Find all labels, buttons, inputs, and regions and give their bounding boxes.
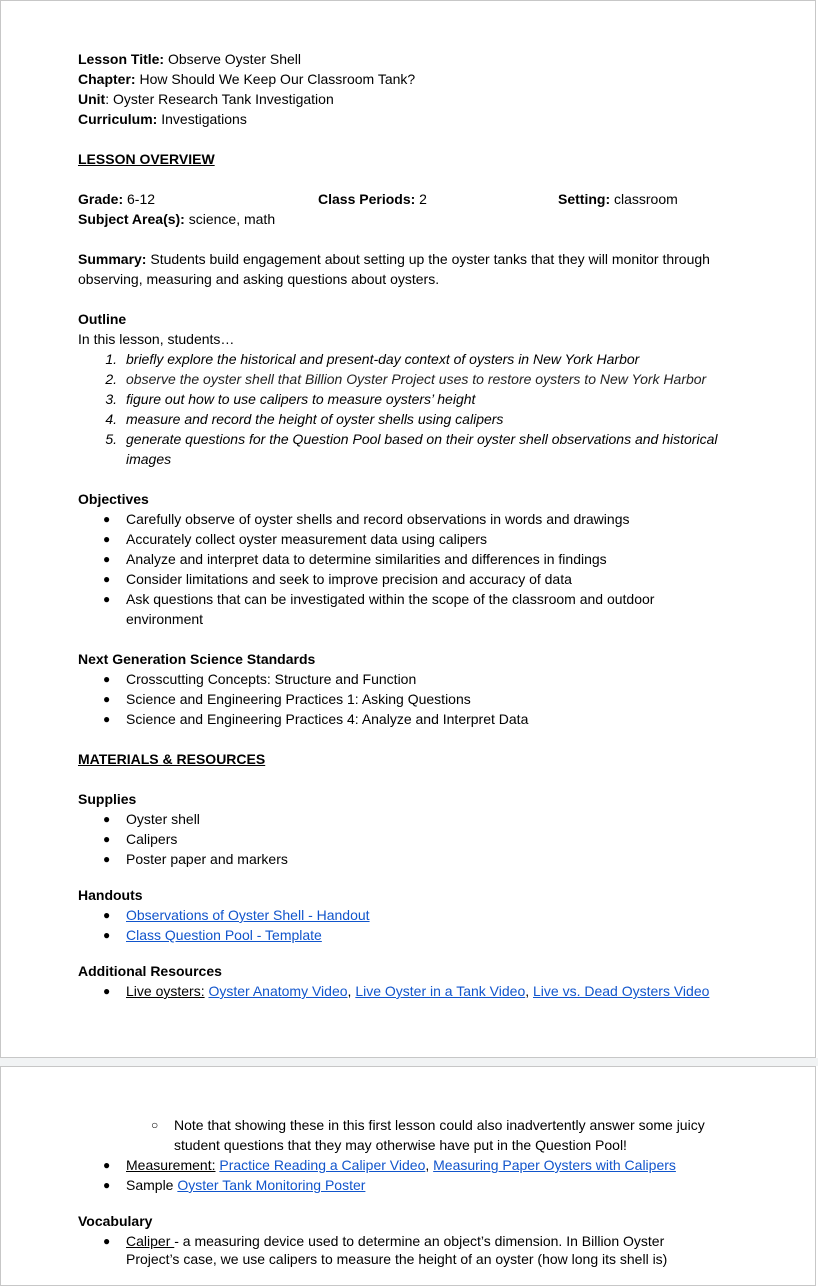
handouts-heading: Handouts — [78, 887, 143, 903]
outline-item: generate questions for the Question Pool based on their oyster shell observations and historical — [126, 431, 718, 447]
live-oysters-item — [126, 981, 709, 1001]
outline-number: 2. — [105, 371, 117, 387]
grade-label: Grade: — [78, 191, 124, 207]
bullet-icon: ● — [103, 928, 111, 942]
practice-caliper-video-link[interactable]: Practice Reading a Caliper Video — [219, 1157, 426, 1173]
vocabulary-heading: Vocabulary — [78, 1213, 153, 1229]
page-gap — [0, 1058, 818, 1066]
unit: : Oyster Research Tank Investigation — [105, 91, 334, 107]
class-periods-field — [318, 189, 427, 209]
ngss-heading: Next Generation Science Standards — [78, 651, 316, 667]
outline-number: 3. — [105, 391, 117, 407]
measuring-paper-oysters-link[interactable]: Measuring Paper Oysters with Calipers — [433, 1157, 676, 1173]
oyster-tank-poster-link[interactable]: Oyster Tank Monitoring Poster — [177, 1177, 366, 1193]
lesson-title: Observe Oyster Shell — [167, 51, 302, 67]
comma: , — [347, 983, 352, 999]
outline-item: briefly explore the historical and present-day context of oysters in New York Harbor — [126, 351, 640, 367]
setting-value: classroom — [614, 191, 678, 207]
subject-label: Subject Area(s): — [78, 211, 185, 227]
chapter-line — [78, 69, 415, 89]
bullet-icon: ● — [103, 812, 111, 826]
lesson-overview-heading: LESSON OVERVIEW — [78, 151, 215, 167]
outline-number: 4. — [105, 411, 117, 427]
unit-line — [78, 89, 334, 109]
outline-heading: Outline — [78, 311, 127, 327]
subject-field — [78, 209, 275, 229]
bullet-icon: ● — [103, 552, 111, 566]
oyster-anatomy-video-link[interactable]: Oyster Anatomy Video — [208, 983, 348, 999]
summary-text-2: observing, measuring and asking questions about oysters. — [78, 271, 440, 287]
bullet-icon: ● — [103, 672, 111, 686]
ngss-item: Science and Engineering Practices 1: Asking Questions — [126, 691, 471, 707]
comma: , — [425, 1157, 430, 1173]
setting-field — [558, 189, 678, 209]
bullet-icon: ● — [103, 692, 111, 706]
outline-item: figure out how to use calipers to measure oysters’ height — [126, 391, 476, 407]
outline-intro: In this lesson, students… — [78, 331, 235, 347]
bullet-icon: ● — [103, 712, 111, 726]
objective-item: Analyze and interpret data to determine similarities and differences in findings — [126, 551, 607, 567]
outline-item: observe the oyster shell that Billion Oyster Project uses to restore oysters to New York Harbor — [126, 371, 707, 387]
class-periods-label: Class Periods: — [318, 191, 416, 207]
chapter-label: Chapter: — [78, 71, 136, 87]
live-oysters-label: Live oysters: — [126, 983, 205, 999]
bullet-icon: ● — [103, 1234, 111, 1248]
handout-link-question-pool[interactable]: Class Question Pool - Template — [126, 927, 322, 943]
document-page-2 — [0, 1066, 816, 1286]
vocab-def-2: Project’s case, we use calipers to measure the height of an oyster (how long its shell is) — [126, 1251, 668, 1267]
grade-field — [78, 189, 155, 209]
objective-item: Ask questions that can be investigated within the scope of the classroom and outdoor — [126, 591, 655, 607]
objective-item: Carefully observe of oyster shells and record observations in words and drawings — [126, 511, 630, 527]
unit-label: Unit — [78, 91, 106, 107]
bullet-icon: ● — [103, 908, 111, 922]
note-text-2: student questions that they may otherwise have put in the Question Pool! — [174, 1137, 627, 1153]
materials-heading: MATERIALS & RESOURCES — [78, 751, 266, 767]
supply-item: Oyster shell — [126, 811, 200, 827]
vocab-term: Caliper — [126, 1233, 175, 1249]
objective-item: Accurately collect oyster measurement data using calipers — [126, 531, 488, 547]
supply-item: Poster paper and markers — [126, 851, 288, 867]
summary-label: Summary: — [78, 251, 147, 267]
supply-item: Calipers — [126, 831, 178, 847]
bullet-icon: ● — [103, 572, 111, 586]
setting-label: Setting: — [558, 191, 611, 207]
additional-resources-heading: Additional Resources — [78, 963, 222, 979]
objectives-heading: Objectives — [78, 491, 149, 507]
live-vs-dead-oysters-video-link[interactable]: Live vs. Dead Oysters Video — [533, 983, 710, 999]
bullet-icon: ● — [103, 512, 111, 526]
class-periods-value: 2 — [419, 191, 427, 207]
bullet-icon: ● — [103, 1158, 111, 1172]
bullet-icon: ● — [103, 832, 111, 846]
chapter: How Should We Keep Our Classroom Tank? — [139, 71, 416, 87]
comma: , — [525, 983, 530, 999]
summary-line-1 — [78, 249, 710, 269]
objective-item-continuation: environment — [126, 611, 204, 627]
bullet-icon: ● — [103, 984, 111, 998]
bullet-icon: ● — [103, 532, 111, 546]
note-text-1: Note that showing these in this first lesson could also inadvertently answer some juicy — [174, 1117, 705, 1133]
handout-link-observations[interactable]: Observations of Oyster Shell - Handout — [126, 907, 370, 923]
subject-value: science, math — [188, 211, 276, 227]
outline-number: 5. — [105, 431, 117, 447]
bullet-icon: ● — [103, 852, 111, 866]
bullet-icon: ● — [103, 592, 111, 606]
measurement-label: Measurement: — [126, 1157, 216, 1173]
lesson-title-label: Lesson Title: — [78, 51, 165, 67]
curriculum: Investigations — [161, 111, 247, 127]
outline-item-continuation: images — [126, 451, 172, 467]
ngss-item: Science and Engineering Practices 4: Analyze and Interpret Data — [126, 711, 529, 727]
sample-item — [126, 1175, 365, 1195]
supplies-heading: Supplies — [78, 791, 137, 807]
summary-text-1: Students build engagement about setting up the oyster tanks that they will monitor through — [150, 251, 710, 267]
curriculum-label: Curriculum: — [78, 111, 158, 127]
vocab-def-1: - a measuring device used to determine an object’s dimension. In Billion Oyster — [174, 1233, 665, 1249]
objective-item: Consider limitations and seek to improve precision and accuracy of data — [126, 571, 572, 587]
grade-value: 6-12 — [127, 191, 156, 207]
measurement-item — [126, 1155, 676, 1175]
vocab-item — [126, 1231, 664, 1251]
curriculum-line — [78, 109, 247, 129]
lesson-title-line — [78, 49, 301, 69]
outline-number: 1. — [105, 351, 117, 367]
sub-bullet-icon: ○ — [151, 1118, 159, 1132]
ngss-item: Crosscutting Concepts: Structure and Function — [126, 671, 417, 687]
bullet-icon: ● — [103, 1178, 111, 1192]
live-oyster-tank-video-link[interactable]: Live Oyster in a Tank Video — [355, 983, 526, 999]
outline-item: measure and record the height of oyster shells using calipers — [126, 411, 504, 427]
sample-label: Sample — [126, 1177, 174, 1193]
